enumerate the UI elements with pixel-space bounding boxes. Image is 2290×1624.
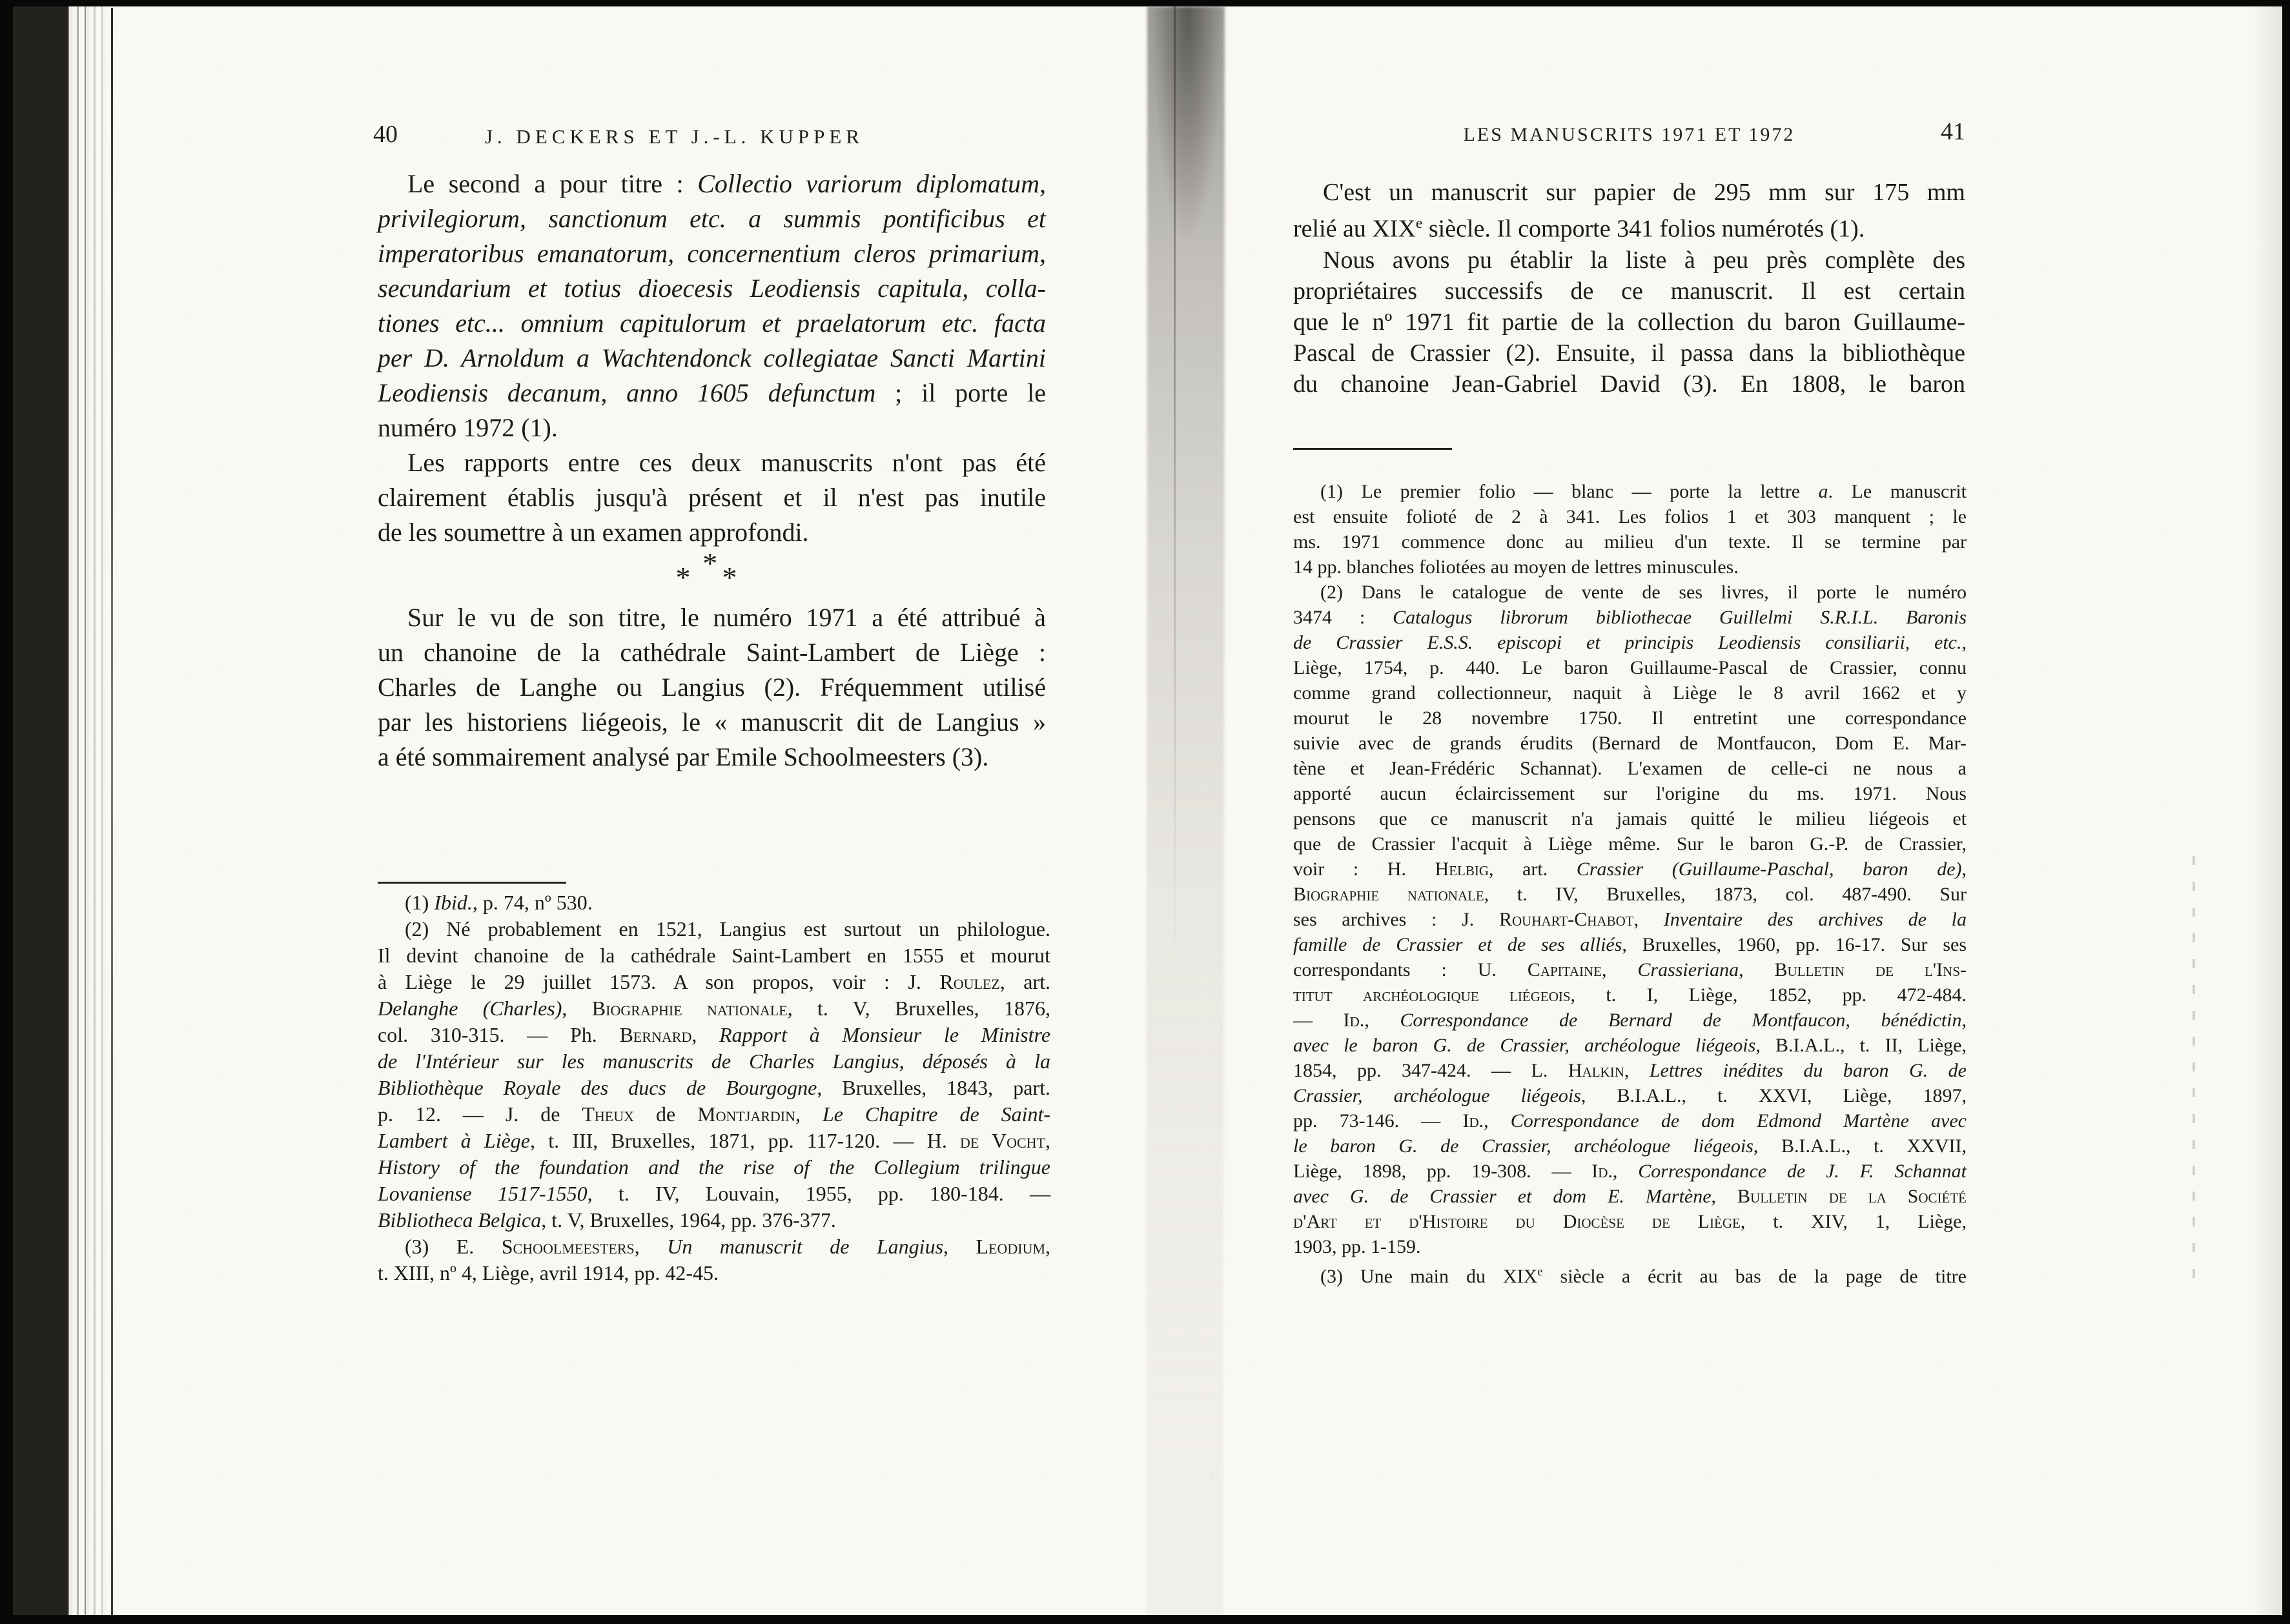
text-segment: , t. IV, Louvain, 1955, pp. 180-184. — <box>587 1182 1051 1205</box>
text-segment: Delanghe (Charles) <box>378 997 562 1020</box>
running-header: J. DECKERS ET J.-L. KUPPER <box>484 125 864 148</box>
text-segment: un chanoine de la cathédrale Saint-Lambert de Liège : <box>378 638 1046 667</box>
text-segment: famille de Crassier et de ses alliés <box>1293 934 1622 955</box>
text-line <box>1293 208 1965 245</box>
text-segment: Catalogus librorum bibliothecae Guillelmi S.R.I.L. Baronis <box>1393 607 1967 628</box>
text-line <box>1293 1259 1967 1289</box>
text-segment: , Bruxelles, 1960, pp. 16-17. Sur ses <box>1622 934 1967 955</box>
text-segment: , B.I.A.L., t. XXVII, <box>1753 1135 1967 1157</box>
text-segment: History of the foundation and the rise of the Collegium trilingue <box>378 1155 1050 1179</box>
text-segment: , art. <box>999 970 1051 993</box>
text-segment: , <box>1711 1186 1738 1207</box>
text-segment: , art. <box>1489 858 1577 880</box>
text-line <box>1293 982 1967 1008</box>
text-segment: Lovaniense 1517-1550 <box>378 1182 588 1205</box>
text-segment: , p. 74, nº 530. <box>472 891 593 914</box>
text-segment: de Vocht <box>960 1129 1045 1152</box>
text-line <box>378 411 1046 445</box>
text-line <box>1293 605 1967 630</box>
text-segment: Sur le vu de son titre, le numéro 1971 a été attribué à <box>407 603 1046 632</box>
gutter-scan-line <box>1174 6 1176 975</box>
text-line <box>1293 957 1967 982</box>
text-segment: Correspondance de dom Edmond Martène avec <box>1510 1110 1967 1132</box>
text-segment: imperatoribus emanatorum, concernentium cleros primarium, <box>378 239 1046 268</box>
text-segment: , <box>634 1235 668 1258</box>
text-segment: de Crassier E.S.S. episcopi et principis Leodiensis consiliarii, etc. <box>1293 632 1962 653</box>
text-line <box>378 705 1046 740</box>
scan-paper <box>13 6 2282 1615</box>
text-segment: siècle a écrit au bas de la page de titre <box>1542 1266 1967 1287</box>
footnotes <box>378 889 1050 1286</box>
text-line <box>378 341 1046 376</box>
text-segment: Bulletin de la Société <box>1737 1186 1967 1207</box>
text-line <box>378 167 1046 201</box>
text-segment: à Liège le 29 juillet 1573. A son propos, voir : J. <box>378 970 940 993</box>
text-line <box>1293 1033 1967 1058</box>
asterisk-icon: * <box>702 547 718 580</box>
text-segment: , <box>1961 858 1967 880</box>
text-segment: . Le manuscrit <box>1828 481 1967 502</box>
text-line <box>1293 630 1967 655</box>
text-line <box>1293 756 1967 781</box>
text-segment: , <box>795 1102 823 1126</box>
text-line <box>1293 907 1967 932</box>
text-segment: titut archéologique liégeois <box>1293 984 1571 1006</box>
text-segment: , t. V, Bruxelles, 1876, <box>787 997 1051 1020</box>
text-line <box>1293 680 1967 705</box>
text-line <box>1293 479 1967 504</box>
text-segment: Biographie nationale <box>591 997 788 1020</box>
text-line <box>378 1022 1050 1048</box>
text-segment: , <box>943 1235 976 1258</box>
text-segment: per D. Arnoldum a Wachtendonck collegiatae Sancti Martini <box>378 343 1046 372</box>
text-line <box>1293 882 1967 907</box>
text-segment: apporté aucun éclaircissement sur l'origine du ms. 1971. Nous <box>1293 783 1967 804</box>
text-segment: ses archives : J. <box>1293 909 1499 930</box>
text-line <box>378 670 1046 705</box>
text-segment: privilegiorum, sanctionum etc. a summis pontificibus et <box>378 204 1046 233</box>
text-line <box>1293 806 1967 831</box>
text-segment: Biographie nationale <box>1293 884 1484 905</box>
text-segment: pensons que ce manuscrit n'a jamais quitté le milieu liégeois et <box>1293 808 1967 829</box>
text-segment: de l'Intérieur sur les manuscrits de Charles Langius, déposés à la <box>378 1050 1050 1073</box>
text-line <box>378 1128 1050 1154</box>
text-segment: que de Crassier l'acquit à Liège même. Sur le baron G.-P. de Crassier, <box>1293 833 1967 855</box>
text-segment: Id. <box>1462 1110 1484 1132</box>
text-segment: , <box>1739 959 1775 980</box>
text-line <box>1293 529 1967 554</box>
text-segment: secundarium et totius dioecesis Leodiensis capitula, colla- <box>378 274 1046 303</box>
text-segment: 1903, pp. 1-159. <box>1293 1236 1421 1257</box>
text-segment: Bibliotheca Belgica <box>378 1208 542 1232</box>
text-segment: Nous avons pu établir la liste à peu près complète des <box>1323 246 1965 274</box>
page-number: 41 <box>1941 118 1965 145</box>
text-segment: , Bruxelles, 1843, part. <box>817 1076 1051 1099</box>
text-segment: numéro 1972 (1). <box>378 413 558 442</box>
text-segment: , <box>1484 1110 1511 1132</box>
text-segment: (2) Né probablement en 1521, Langius est surtout un philologue. <box>405 917 1050 940</box>
text-segment: , <box>1633 909 1664 930</box>
text-segment: Helbig <box>1435 858 1489 880</box>
text-segment: p. 12. — J. de <box>378 1102 582 1126</box>
binding-shadow <box>13 6 68 1615</box>
text-line <box>378 916 1050 942</box>
text-segment: e <box>1415 215 1423 232</box>
footnotes <box>1293 479 1967 1289</box>
text-segment: 3474 : <box>1293 607 1393 628</box>
text-segment: — <box>1293 1010 1344 1031</box>
text-segment: (3) E. <box>405 1235 502 1258</box>
text-line <box>1293 655 1967 680</box>
text-segment: e <box>1537 1265 1543 1279</box>
text-segment: , t. III, Bruxelles, 1871, pp. 117-120. — H. <box>529 1129 961 1152</box>
text-segment: , <box>1045 1129 1050 1152</box>
text-line <box>1293 1108 1967 1133</box>
text-segment: Le Chapitre de Saint- <box>822 1102 1051 1126</box>
text-segment: voir : H. <box>1293 858 1435 880</box>
text-segment: Crassieriana <box>1637 959 1739 980</box>
text-segment: siècle. Il comporte 341 folios numérotés (1). <box>1422 215 1865 243</box>
text-segment: Pascal de Crassier (2). Ensuite, il passa dans la bibliothèque <box>1293 339 1965 367</box>
text-segment: , t. IV, Bruxelles, 1873, col. 487-490. Sur <box>1484 884 1967 905</box>
text-segment: Montjardin <box>697 1102 796 1126</box>
paragraph <box>378 167 1046 445</box>
text-line <box>1293 1209 1967 1234</box>
text-segment: 1854, pp. 347-424. — L. <box>1293 1060 1568 1081</box>
text-segment: a été sommairement analysé par Emile Schoolmeesters (3). <box>378 742 989 771</box>
paragraph <box>1293 245 1965 400</box>
text-segment: suivie avec de grands érudits (Bernard de Montfaucon, Dom E. Mar- <box>1293 733 1967 754</box>
text-line <box>378 1101 1050 1128</box>
text-line <box>378 1233 1050 1260</box>
text-segment: (2) Dans le catalogue de vente de ses livres, il porte le numéro <box>1320 582 1967 603</box>
text-line <box>378 1260 1050 1286</box>
text-segment: Lettres inédites du baron G. de <box>1649 1060 1967 1081</box>
text-line <box>1293 554 1967 580</box>
text-line <box>1293 1234 1967 1259</box>
text-line <box>378 1207 1050 1233</box>
text-line <box>1293 1083 1967 1108</box>
text-segment: , <box>1961 632 1967 653</box>
text-segment: Bernard <box>619 1023 692 1046</box>
footnote-rule <box>378 882 566 884</box>
text-segment: Theux <box>582 1102 635 1126</box>
text-segment: propriétaires successifs de ce manuscrit. Il est certain <box>1293 277 1965 305</box>
text-line <box>378 445 1046 480</box>
running-header: LES MANUSCRITS 1971 ET 1972 <box>1463 124 1795 145</box>
text-line <box>1293 307 1965 338</box>
text-segment: clairement établis jusqu'à présent et il n'est pas inutile <box>378 483 1046 512</box>
text-line <box>1293 1133 1967 1159</box>
text-segment: comme grand collectionneur, naquit à Liège le 8 avril 1662 et y <box>1293 682 1967 704</box>
text-line <box>1293 369 1965 400</box>
section-divider <box>378 547 1046 600</box>
text-segment: , <box>1045 1235 1051 1258</box>
text-segment: Rapport à Monsieur le Ministre <box>719 1023 1051 1046</box>
text-line <box>378 236 1046 271</box>
text-segment: C'est un manuscrit sur papier de 295 mm sur 175 mm <box>1323 179 1965 206</box>
text-segment: de les soumettre à un examen approfondi. <box>378 518 809 547</box>
text-segment: Leodium <box>976 1235 1046 1258</box>
page-number: 40 <box>373 121 398 148</box>
text-line <box>1293 831 1967 857</box>
text-segment: relié au XIX <box>1293 215 1416 243</box>
text-line <box>378 635 1046 670</box>
text-segment: a <box>1818 481 1828 502</box>
text-segment: tène et Jean-Frédéric Schannat). L'examen de celle-ci ne nous a <box>1293 758 1967 779</box>
text-line <box>378 1181 1050 1207</box>
text-segment: (1) Le premier folio — blanc — porte la lettre <box>1320 481 1819 502</box>
text-segment: que le nº 1971 fit partie de la collection du baron Guillaume- <box>1293 308 1965 336</box>
asterisk-icon: * <box>675 561 691 594</box>
text-line <box>1293 1008 1967 1033</box>
text-segment: Correspondance de Bernard de Montfaucon, bénédictin, <box>1400 1010 1967 1031</box>
text-line <box>378 480 1046 515</box>
text-segment: Il devint chanoine de la cathédrale Saint-Lambert en 1555 et mourut <box>378 944 1050 967</box>
paragraph <box>378 600 1046 775</box>
text-segment: de <box>634 1102 698 1126</box>
text-segment: Id. <box>1343 1010 1365 1031</box>
text-segment: , <box>1612 1161 1639 1182</box>
text-line <box>1293 1058 1967 1083</box>
text-line <box>378 740 1046 775</box>
text-segment: Leodiensis decanum, anno 1605 defunctum <box>378 378 876 407</box>
text-line <box>378 889 1050 916</box>
text-segment: Halkin <box>1568 1060 1624 1081</box>
text-line <box>378 1154 1050 1181</box>
text-segment: , <box>562 997 592 1020</box>
text-line <box>378 1075 1050 1101</box>
text-segment: (3) Une main du XIX <box>1320 1266 1538 1287</box>
text-segment: Bulletin de l'Ins- <box>1774 959 1967 980</box>
text-segment: , t. XIV, 1, Liège, <box>1740 1211 1967 1232</box>
text-line <box>378 201 1046 236</box>
text-segment: Lambert à Liège <box>378 1129 530 1152</box>
text-segment: Id. <box>1591 1161 1613 1182</box>
text-segment: , t. V, Bruxelles, 1964, pp. 376-377. <box>541 1208 836 1232</box>
text-segment: Bibliothèque Royale des ducs de Bourgogne <box>378 1076 817 1099</box>
text-segment: Liège, 1898, pp. 19-308. — <box>1293 1161 1592 1182</box>
text-segment: avec G. de Crassier et dom E. Martène <box>1293 1186 1712 1207</box>
text-segment: Crassier, archéologue liégeois <box>1293 1085 1581 1106</box>
footnote-rule <box>1293 448 1452 450</box>
text-line <box>1293 932 1967 957</box>
text-line <box>1293 857 1967 882</box>
text-segment: tiones etc... omnium capitulorum et praelatorum etc. facta <box>378 309 1046 338</box>
text-line <box>1293 1184 1967 1209</box>
text-line <box>1293 705 1967 731</box>
text-segment: , B.I.A.L., t. XXVI, Liège, 1897, <box>1580 1085 1967 1106</box>
text-segment: Collectio variorum diplomatum, <box>697 169 1046 198</box>
text-line <box>1293 781 1967 806</box>
text-segment: Crassier (Guillaume-Paschal, baron de) <box>1576 858 1962 880</box>
text-segment: Rouhart-Chabot <box>1499 909 1634 930</box>
text-segment: mourut le 28 novembre 1750. Il entretint une correspondance <box>1293 707 1967 729</box>
text-line <box>378 306 1046 341</box>
text-segment: 14 pp. blanches foliotées au moyen de lettres minuscules. <box>1293 556 1739 578</box>
page-body <box>1293 177 1965 400</box>
asterisk-icon: * <box>722 561 737 594</box>
text-segment: d'Art et d'Histoire du Diocèse de Liège <box>1293 1211 1741 1232</box>
text-line <box>378 376 1046 411</box>
text-line <box>1293 731 1967 756</box>
binding-streaks <box>68 6 112 1615</box>
text-segment: Liège, 1754, p. 440. Le baron Guillaume-Pascal de Crassier, connu <box>1293 657 1967 678</box>
text-segment: Un manuscrit de Langius <box>667 1235 944 1258</box>
text-line <box>378 969 1050 995</box>
page-body <box>378 167 1046 775</box>
text-segment: avec le baron G. de Crassier, archéologue liégeois <box>1293 1035 1756 1056</box>
text-segment: ms. 1971 commence donc au milieu d'un texte. Il se termine par <box>1293 531 1967 553</box>
text-segment: Correspondance de J. F. Schannat <box>1638 1161 1967 1182</box>
paragraph <box>1293 177 1965 245</box>
text-segment: le baron G. de Crassier, archéologue liégeois <box>1293 1135 1753 1157</box>
text-line <box>378 1048 1050 1075</box>
text-line <box>1293 338 1965 369</box>
text-segment: pp. 73-146. — <box>1293 1110 1463 1132</box>
text-line <box>378 515 1046 550</box>
text-line <box>1293 580 1967 605</box>
text-segment: ; il porte le <box>875 378 1046 407</box>
text-line <box>1293 504 1967 529</box>
text-segment: col. 310-315. — Ph. <box>378 1023 620 1046</box>
text-segment: Roulez <box>939 970 1000 993</box>
text-segment: Les rapports entre ces deux manuscrits n'ont pas été <box>407 448 1046 477</box>
text-segment: , <box>1364 1010 1400 1031</box>
text-segment: Charles de Langhe ou Langius (2). Fréquemment utilisé <box>378 673 1046 702</box>
text-segment: (1) <box>405 891 434 914</box>
gutter-shadow <box>1147 6 1225 1615</box>
text-line <box>378 271 1046 306</box>
text-segment: , <box>1601 959 1638 980</box>
text-segment: par les historiens liégeois, le « manuscrit dit de Langius » <box>378 707 1046 736</box>
text-line <box>1293 245 1965 276</box>
paragraph <box>378 445 1046 550</box>
text-segment: Inventaire des archives de la <box>1663 909 1967 930</box>
right-margin-smudge <box>2193 852 2195 1278</box>
text-segment: Capitaine <box>1527 959 1602 980</box>
text-segment: , t. I, Liège, 1852, pp. 472-484. <box>1570 984 1967 1006</box>
text-segment: t. XIII, nº 4, Liège, avril 1914, pp. 42-45. <box>378 1261 719 1284</box>
text-segment: correspondants : U. <box>1293 959 1528 980</box>
text-segment: Schoolmeesters <box>501 1235 635 1258</box>
left-margin-scan-line <box>111 8 113 1615</box>
text-segment: du chanoine Jean-Gabriel David (3). En 1808, le baron <box>1293 370 1965 398</box>
text-segment: Ibid. <box>434 891 473 914</box>
text-line <box>378 942 1050 969</box>
text-line <box>1293 1159 1967 1184</box>
text-line <box>378 995 1050 1022</box>
text-line <box>378 600 1046 635</box>
text-segment: , <box>691 1023 720 1046</box>
text-segment: , <box>1624 1060 1650 1081</box>
text-line <box>1293 177 1965 208</box>
text-segment: Le second a pour titre : <box>407 169 698 198</box>
text-segment: est ensuite folioté de 2 à 341. Les folios 1 et 303 manquent ; le <box>1293 506 1967 527</box>
text-line <box>1293 276 1965 307</box>
text-segment: , B.I.A.L., t. II, Liège, <box>1755 1035 1967 1056</box>
